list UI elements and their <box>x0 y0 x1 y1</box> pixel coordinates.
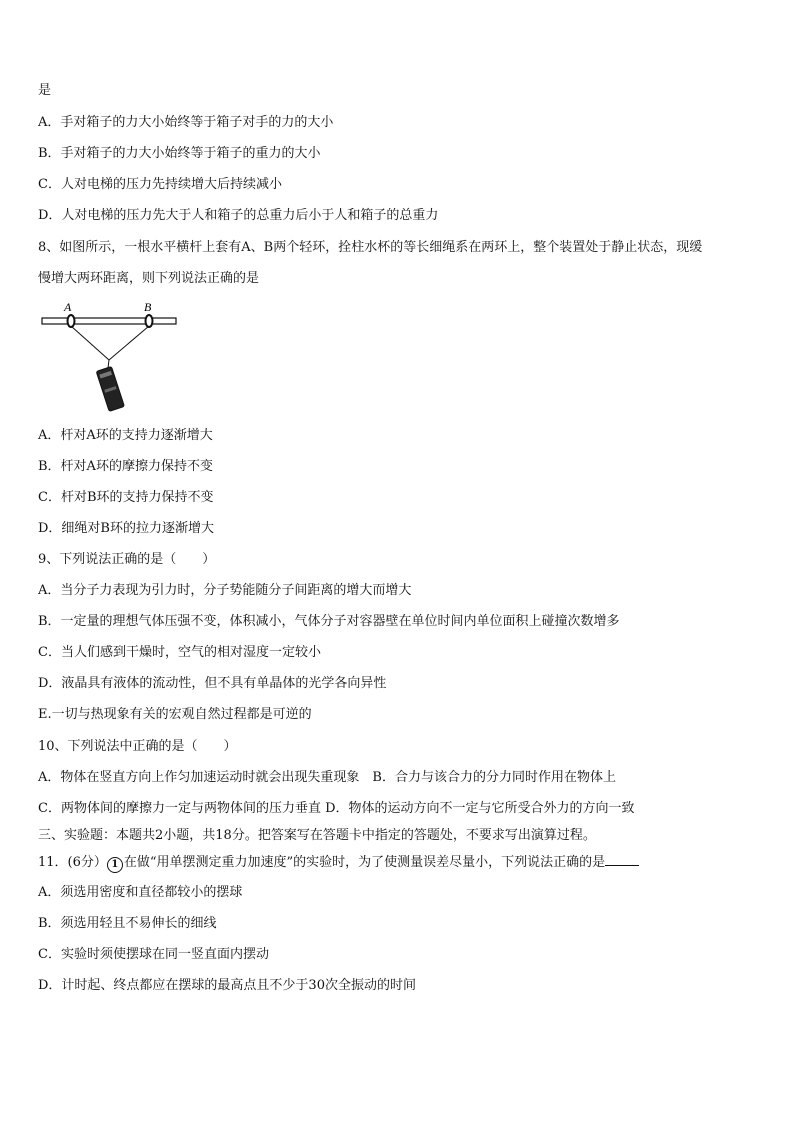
q9-option-d: D．液晶具有液体的流动性，但不具有单晶体的光学各向异性 <box>38 676 387 691</box>
q10-options-line1: A．物体在竖直方向上作匀加速运动时就会出现失重现象 B．合力与该合力的分力同时作用在物体上 <box>38 770 616 785</box>
q10-stem: 10、下列说法中正确的是（ ） <box>38 739 237 754</box>
q8-option-c: C．杆对B环的支持力保持不变 <box>38 490 214 505</box>
ring-a <box>68 315 75 327</box>
q11-option-a: A．须选用密度和直径都较小的摆球 <box>38 885 243 900</box>
q11-stem-text: 在做“用单摆测定重力加速度”的实验时，为了使测量误差尽量小，下列说法正确的是 <box>123 855 606 870</box>
q11-stem <box>38 853 639 873</box>
q7-option-c: C．人对电梯的压力先持续增大后持续减小 <box>38 177 282 192</box>
q11-option-d: D．计时起、终点都应在摆球的最高点且不少于30次全振动的时间 <box>38 978 416 993</box>
q9-stem: 9、下列说法正确的是（ ） <box>38 552 216 567</box>
circled-number-one: 1 <box>107 857 123 873</box>
answer-blank <box>605 853 639 866</box>
q7-option-a: A．手对箱子的力大小始终等于箱子对手的力的大小 <box>38 115 334 130</box>
string-left <box>71 326 109 360</box>
q8-option-a: A．杆对A环的支持力逐渐增大 <box>38 428 213 443</box>
q8-option-b: B．杆对A环的摩擦力保持不变 <box>38 459 213 474</box>
water-cup <box>96 367 124 412</box>
q7-option-d: D．人对电梯的压力先大于人和箱子的总重力后小于人和箱子的总重力 <box>38 208 439 223</box>
string-knot <box>108 360 109 368</box>
q8-figure-rod-rings-cup <box>38 298 188 418</box>
q9-option-e: E.一切与热现象有关的宏观自然过程都是可逆的 <box>38 707 312 722</box>
q7-option-b: B．手对箱子的力大小始终等于箱子的重力的大小 <box>38 146 321 161</box>
q8-stem-line2: 慢增大两环距离，则下列说法正确的是 <box>38 271 260 286</box>
section3-heading: 三、实验题：本题共2小题，共18分。把答案写在答题卡中指定的答题处，不要求写出演算过程。 <box>38 828 596 843</box>
q10-options-line2: C．两物体间的摩擦力一定与两物体间的压力垂直 D．物体的运动方向不一定与它所受合外力的方向一致 <box>38 801 635 816</box>
label-a: A <box>64 300 72 314</box>
string-right <box>109 326 149 360</box>
q11-option-b: B．须选用轻且不易伸长的细线 <box>38 916 217 931</box>
label-b: B <box>144 300 152 314</box>
ring-b <box>146 315 153 327</box>
q7-stem-continuation: 是 <box>38 83 52 98</box>
q11-prefix: 11．(6分） <box>38 855 107 870</box>
q11-option-c: C．实验时须使摆球在同一竖直面内摆动 <box>38 947 269 962</box>
q9-option-a: A．当分子力表现为引力时，分子势能随分子间距离的增大而增大 <box>38 583 412 598</box>
q8-stem-line1: 8、如图所示，一根水平横杆上套有A、B两个轻环，拴柱水杯的等长细绳系在两环上，整个装置处于静止状态，现缓 <box>38 240 703 255</box>
q8-option-d: D．细绳对B环的拉力逐渐增大 <box>38 521 214 536</box>
q9-option-c: C．当人们感到干燥时，空气的相对湿度一定较小 <box>38 645 321 660</box>
q9-option-b: B．一定量的理想气体压强不变，体积减小，气体分子对容器壁在单位时间内单位面积上碰撞次数增多 <box>38 614 620 629</box>
horizontal-rod <box>42 318 176 324</box>
